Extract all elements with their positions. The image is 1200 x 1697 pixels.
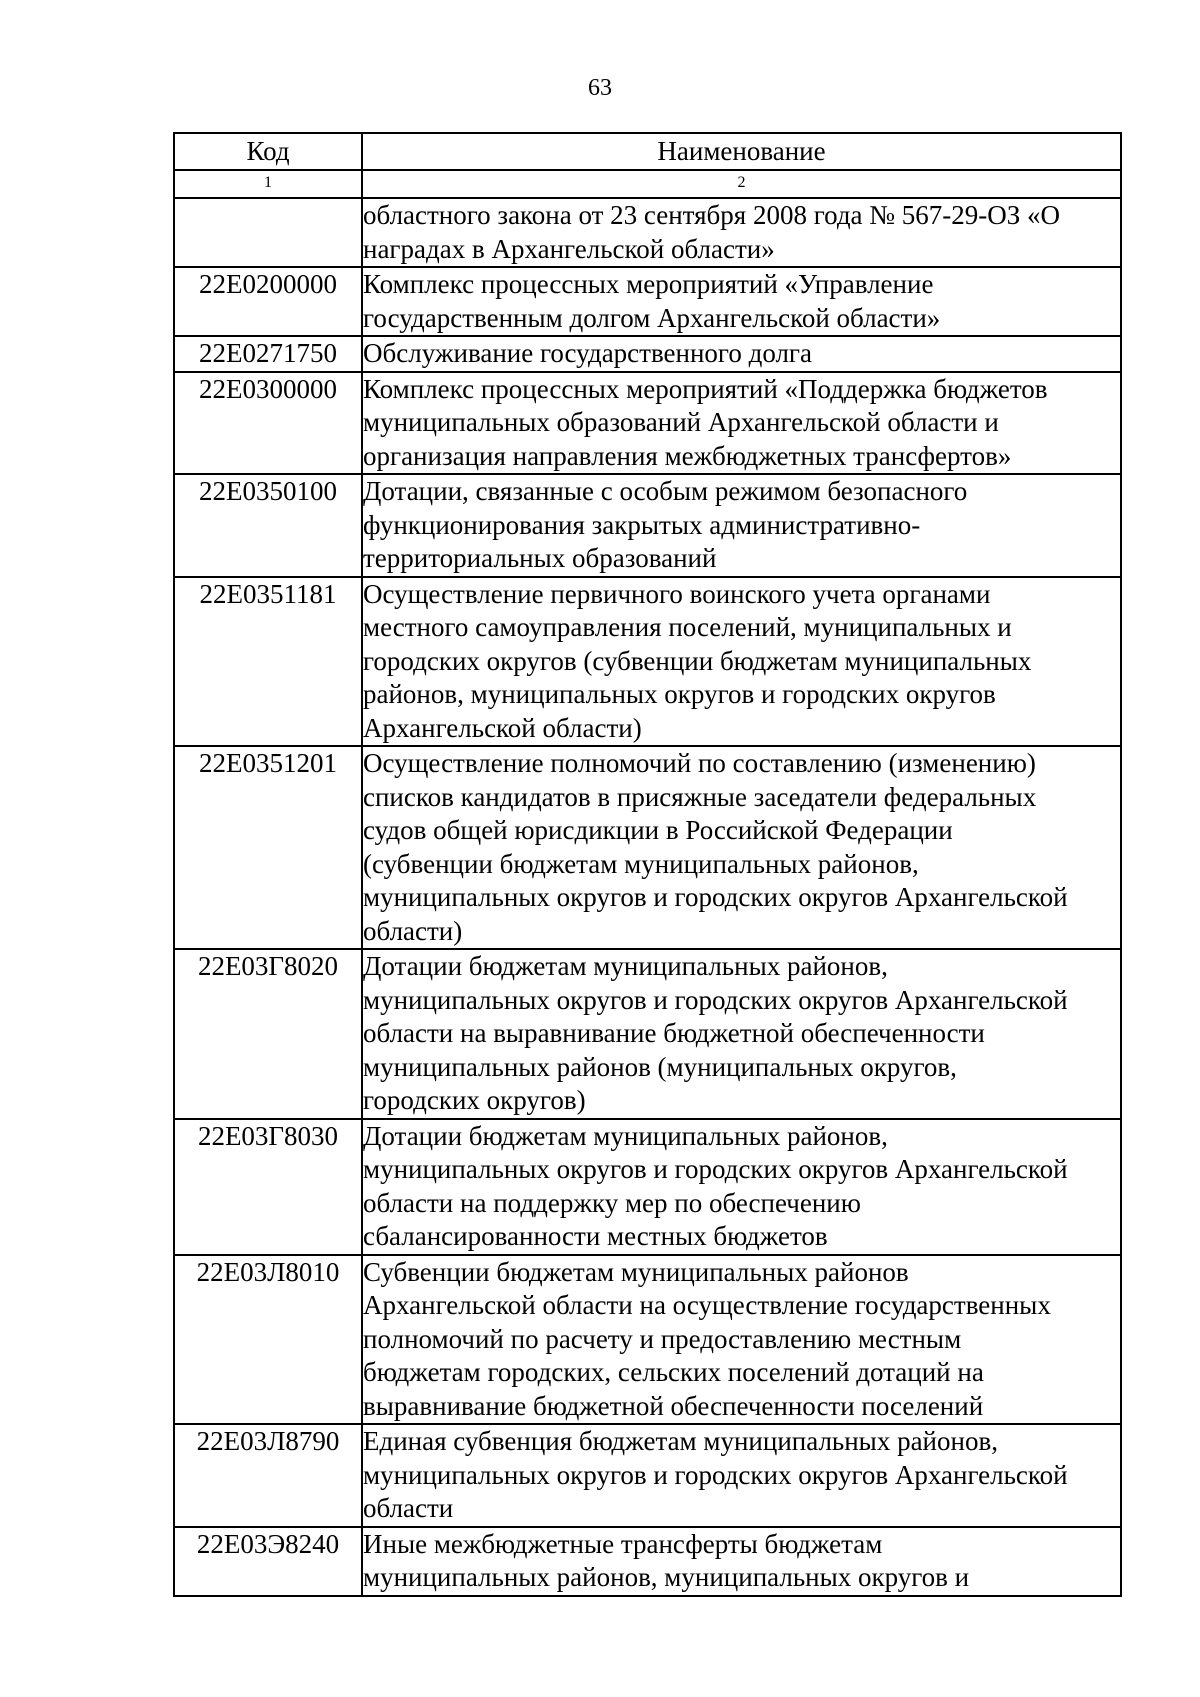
table-row <box>174 949 1121 1119</box>
table-header-row <box>174 133 1121 170</box>
row-name: Осуществление полномочий по составлению (изменению) списков кандидатов в присяжные заседатели федеральных судов общей юрисдикции в Российской Федерации (субвенции бюджетам муниципальных районов, муниципальных округов и городских округов Архангельской области) <box>362 746 1121 949</box>
row-code: 22Е03Г8030 <box>174 1119 362 1255</box>
row-code: 22Е03Э8240 <box>174 1527 362 1596</box>
column-number-code: 1 <box>174 170 362 198</box>
row-name: Субвенции бюджетам муниципальных районов Архангельской области на осуществление государственных полномочий по расчету и предоставлению местным бюджетам городских, сельских поселений дотаций на выравнивание бюджетной обеспеченности поселений <box>362 1255 1121 1425</box>
row-name: Дотации бюджетам муниципальных районов, муниципальных округов и городских округов Архангельской области на выравнивание бюджетной обеспеченности муниципальных районов (муниципальных округов, городских округов) <box>362 949 1121 1119</box>
table-row <box>174 198 1121 267</box>
row-code: 22Е0351181 <box>174 577 362 747</box>
row-code: 22Е0271750 <box>174 336 362 372</box>
row-code: 22Е03Г8020 <box>174 949 362 1119</box>
table-row <box>174 1255 1121 1425</box>
table-row <box>174 372 1121 475</box>
table-body <box>174 198 1121 1596</box>
row-name: Комплекс процессных мероприятий «Поддержка бюджетов муниципальных образований Архангельской области и организация направления межбюджетных трансфертов» <box>362 372 1121 475</box>
row-code: 22Е0351201 <box>174 746 362 949</box>
table-row <box>174 1119 1121 1255</box>
row-name: Комплекс процессных мероприятий «Управление государственным долгом Архангельской области» <box>362 267 1121 336</box>
row-name: Обслуживание государственного долга <box>362 336 1121 372</box>
header-code: Код <box>174 133 362 170</box>
row-name: Иные межбюджетные трансферты бюджетам муниципальных районов, муниципальных округов и <box>362 1527 1121 1596</box>
row-name: Дотации бюджетам муниципальных районов, муниципальных округов и городских округов Архангельской области на поддержку мер по обеспечению сбалансированности местных бюджетов <box>362 1119 1121 1255</box>
row-code <box>174 198 362 267</box>
table-row <box>174 1424 1121 1527</box>
classification-table <box>173 132 1122 1597</box>
row-code: 22Е03Л8790 <box>174 1424 362 1527</box>
table-row <box>174 267 1121 336</box>
table-row <box>174 746 1121 949</box>
row-name: Дотации, связанные с особым режимом безопасного функционирования закрытых административно- территориальных образований <box>362 474 1121 577</box>
row-name: Осуществление первичного воинского учета органами местного самоуправления поселений, муниципальных и городских округов (субвенции бюджетам муниципальных районов, муниципальных округов и городских округов Архангельской области) <box>362 577 1121 747</box>
row-code: 22Е03Л8010 <box>174 1255 362 1425</box>
row-code: 22Е0350100 <box>174 474 362 577</box>
row-code: 22Е0300000 <box>174 372 362 475</box>
table-row <box>174 474 1121 577</box>
row-name: Единая субвенция бюджетам муниципальных районов, муниципальных округов и городских округов Архангельской области <box>362 1424 1121 1527</box>
header-name: Наименование <box>362 133 1121 170</box>
column-number-name: 2 <box>362 170 1121 198</box>
row-code: 22Е0200000 <box>174 267 362 336</box>
table-row <box>174 336 1121 372</box>
table-row <box>174 577 1121 747</box>
page-number: 63 <box>588 75 612 101</box>
column-numbers-row <box>174 170 1121 198</box>
table-row <box>174 1527 1121 1596</box>
row-name: областного закона от 23 сентября 2008 года № 567-29-ОЗ «О наградах в Архангельской области» <box>362 198 1121 267</box>
